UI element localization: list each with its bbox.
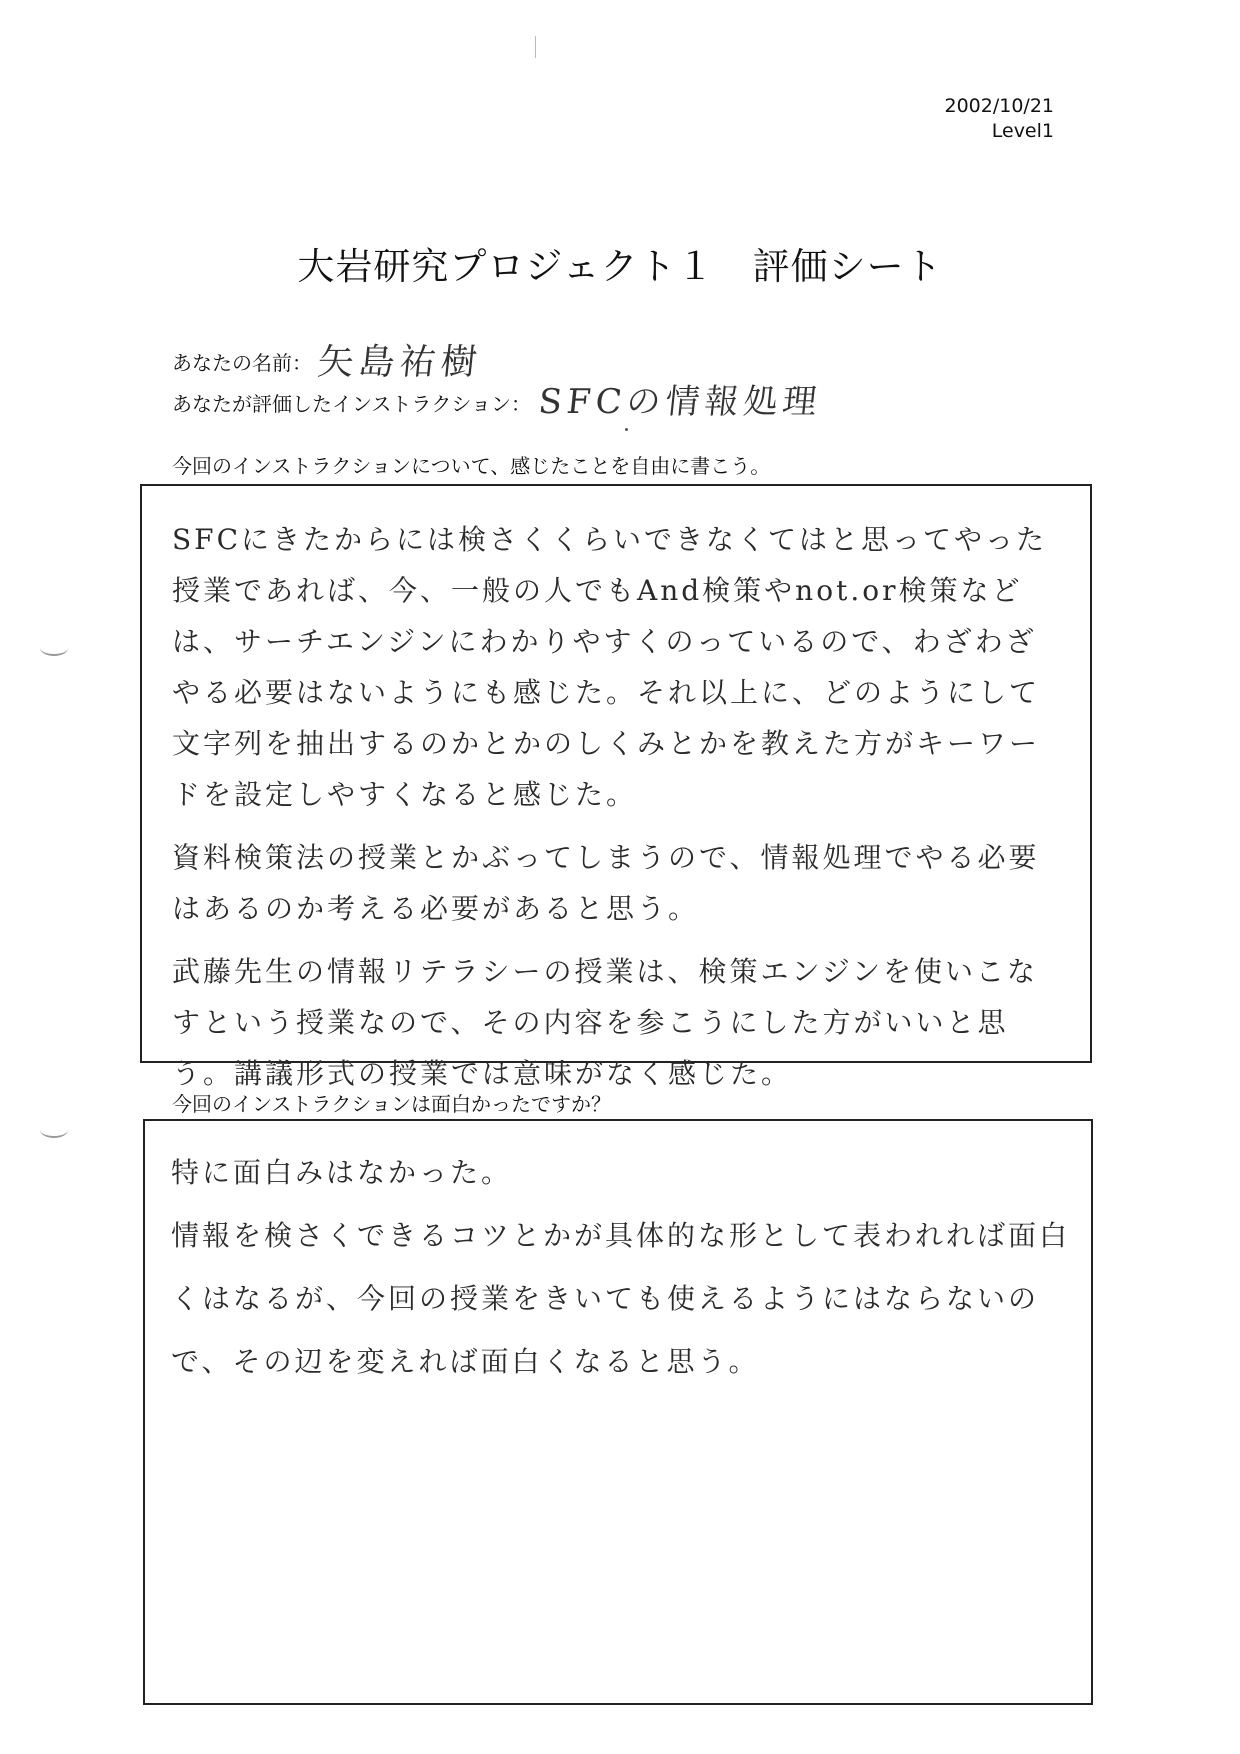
name-label: あなたの名前： bbox=[172, 351, 312, 375]
instruction-field bbox=[172, 372, 822, 421]
question1-paragraph: 資料検策法の授業とかぶってしまうので、情報処理でやる必要はあるのか考える必要があると思う。 bbox=[172, 841, 1040, 925]
question2-label: 今回のインストラクションは面白かったですか？ bbox=[172, 1092, 611, 1116]
date-text: 2002/10/21 bbox=[944, 95, 1054, 117]
scan-mark bbox=[535, 36, 536, 58]
question1-label: 今回のインストラクションについて、感じたことを自由に書こう。 bbox=[172, 454, 771, 478]
question2-answer-box bbox=[143, 1119, 1093, 1705]
page-title: 大岩研究プロジェクト１ 評価シート bbox=[297, 245, 943, 288]
stray-dot bbox=[625, 428, 628, 431]
question1-paragraph: 武藤先生の情報リテラシーの授業は、検策エンジンを使いこなすという授業なので、その内容を参こうにした方がいいと思う。講議形式の授業では意味がなく感じた。 bbox=[172, 955, 1039, 1090]
question1-paragraph: SFCにきたからには検さくくらいできなくてはと思ってやった授業であれば、今、一般の人でもAnd検策やnot.or検策などは、サーチエンジンにわかりやすくのっているので、わざわざやる必要はないようにも感じた。それ以上に、どのようにして文字列を抽出するのかとかのしくみとかを教えた方がキーワードを設定しやすくなると感じた。 bbox=[172, 523, 1048, 811]
name-value: 矢島祐樹 bbox=[315, 342, 484, 383]
question1-answer bbox=[172, 514, 1062, 1099]
instruction-value: SFCの情報処理 bbox=[536, 382, 824, 422]
question2-answer bbox=[171, 1141, 1071, 1393]
instruction-label: あなたが評価したインストラクション： bbox=[172, 392, 531, 416]
punch-hole-mark bbox=[40, 1122, 68, 1138]
question1-answer-box bbox=[140, 484, 1092, 1090]
question2-paragraph: 情報を検さくできるコツとかが具体的な形として表われれば面白くはなるが、今回の授業をきいても使えるようにはならないので、その辺を変えれば面白くなると思う。 bbox=[171, 1219, 1071, 1378]
question2-paragraph: 特に面白みはなかった。 bbox=[171, 1156, 513, 1189]
header-meta bbox=[944, 94, 1054, 144]
level-text: Level1 bbox=[991, 120, 1054, 142]
punch-hole-mark bbox=[40, 640, 68, 656]
